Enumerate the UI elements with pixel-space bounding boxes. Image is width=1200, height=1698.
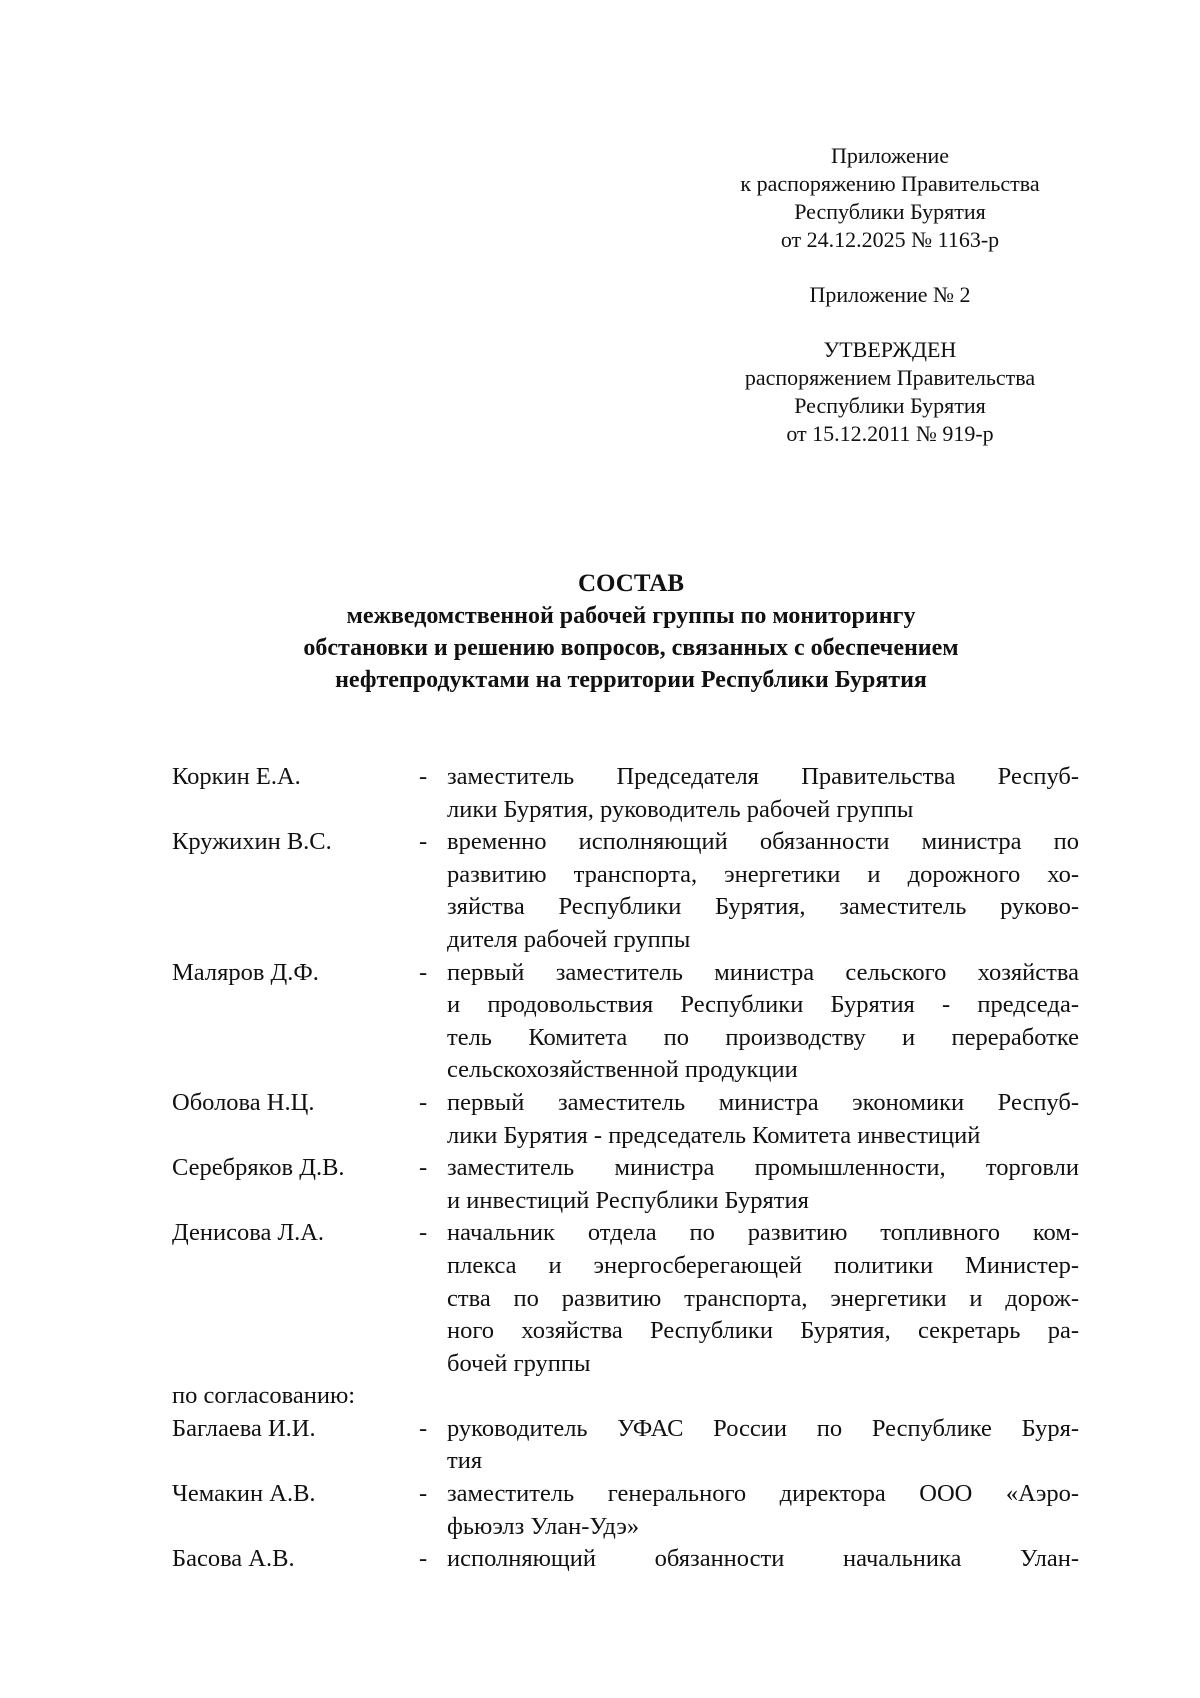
position-line: первый заместитель министра экономики Респуб- [447, 1088, 1079, 1116]
position-line: лики Бурятия - председатель Комитета инвестиций [447, 1121, 981, 1149]
appendix-line: от 24.12.2025 № 1163-р [780, 227, 1000, 252]
member-name: Чемакин А.В. [172, 1480, 316, 1508]
section-label: по согласованию: [172, 1382, 356, 1410]
position-line: ства по развитию транспорта, энергетики и дорож- [447, 1284, 1079, 1312]
member-name: Баглаева И.И. [172, 1414, 316, 1442]
member-row [172, 1478, 1082, 1543]
approved-line: от 15.12.2011 № 919-р [786, 421, 994, 446]
member-position [447, 826, 1079, 956]
position-line: плекса и энергосберегающей политики Министер- [447, 1251, 1079, 1279]
appendix-line: Приложение [830, 143, 950, 168]
position-line: ного хозяйства Республики Бурятия, секретарь ра- [447, 1317, 1079, 1345]
position-line: тель Комитета по производству и переработке [447, 1023, 1079, 1051]
member-row [172, 957, 1082, 1087]
position-line: сельскохозяйственной продукции [447, 1056, 798, 1084]
position-line: фьюэлз Улан-Удэ» [447, 1512, 640, 1540]
position-line: развитию транспорта, энергетики и дорожного хо- [447, 860, 1079, 888]
member-name: Маляров Д.Ф. [172, 958, 319, 986]
member-position [447, 1087, 1079, 1152]
appendix-header [700, 142, 1080, 448]
member-position [447, 1217, 1079, 1380]
position-line: заместитель министра промышленности, торговли [447, 1154, 1079, 1182]
title-line: межведомственной рабочей группы по мониторингу [346, 603, 916, 629]
member-row [172, 1543, 1082, 1576]
dash: - [419, 1414, 428, 1442]
position-line: и инвестиций Республики Бурятия [447, 1186, 809, 1214]
appendix-line: Республики Бурятия [794, 199, 986, 224]
position-line: лики Бурятия, руководитель рабочей группы [447, 795, 914, 823]
position-line: начальник отдела по развитию топливного ком- [447, 1219, 1079, 1247]
title-line: обстановки и решению вопросов, связанных с обеспечением [303, 635, 959, 661]
appendix-line: к распоряжению Правительства [740, 171, 1040, 196]
dash: - [419, 1219, 428, 1247]
member-row [172, 826, 1082, 956]
appendix-number: Приложение № 2 [809, 282, 971, 307]
title-heading: СОСТАВ [577, 570, 685, 597]
member-row [172, 1152, 1082, 1217]
member-position [447, 1478, 1079, 1543]
title-line: нефтепродуктами на территории Республики Бурятия [335, 667, 927, 693]
position-line: и продовольствия Республики Бурятия - председа- [447, 991, 1079, 1019]
position-line: временно исполняющий обязанности министра по [447, 828, 1079, 856]
approved-line: УТВЕРЖДЕН [823, 337, 957, 362]
member-name: Коркин Е.А. [172, 763, 301, 790]
dash: - [419, 1480, 428, 1508]
member-position [447, 1543, 1079, 1576]
approved-line: распоряжением Правительства [744, 365, 1036, 390]
dash: - [419, 1545, 428, 1573]
position-line: тия [447, 1447, 483, 1475]
position-line: первый заместитель министра сельского хозяйства [447, 958, 1079, 986]
member-row [172, 1087, 1082, 1152]
member-row [172, 761, 1082, 826]
approved-line: Республики Бурятия [794, 393, 986, 418]
member-position [447, 761, 1079, 826]
member-row [172, 1217, 1082, 1380]
member-list [172, 761, 1082, 1576]
position-line: зяйства Республики Бурятия, заместитель руково- [447, 893, 1079, 921]
member-name: Оболова Н.Ц. [172, 1088, 315, 1116]
position-line: дителя рабочей группы [447, 925, 691, 953]
member-name: Серебряков Д.В. [172, 1154, 345, 1182]
document-title [0, 568, 1200, 696]
dash: - [419, 1154, 428, 1182]
position-line: заместитель генерального директора ООО «Аэро- [447, 1480, 1079, 1508]
member-position [447, 1152, 1079, 1217]
member-name: Басова А.В. [172, 1545, 295, 1573]
position-line: исполняющий обязанности начальника Улан- [447, 1545, 1079, 1573]
position-line: бочей группы [447, 1349, 591, 1377]
position-line: заместитель Председателя Правительства Респуб- [447, 763, 1079, 790]
dash: - [419, 1088, 428, 1116]
member-name: Кружихин В.С. [172, 828, 332, 856]
position-line: руководитель УФАС России по Республике Буря- [447, 1414, 1079, 1442]
dash: - [419, 958, 428, 986]
approved-block [700, 336, 1080, 448]
dash: - [419, 763, 428, 790]
member-name: Денисова Л.А. [172, 1219, 325, 1247]
appendix-block [700, 142, 1080, 254]
dash: - [419, 828, 428, 856]
member-position [447, 1413, 1079, 1478]
member-row [172, 1413, 1082, 1478]
member-position [447, 957, 1079, 1087]
